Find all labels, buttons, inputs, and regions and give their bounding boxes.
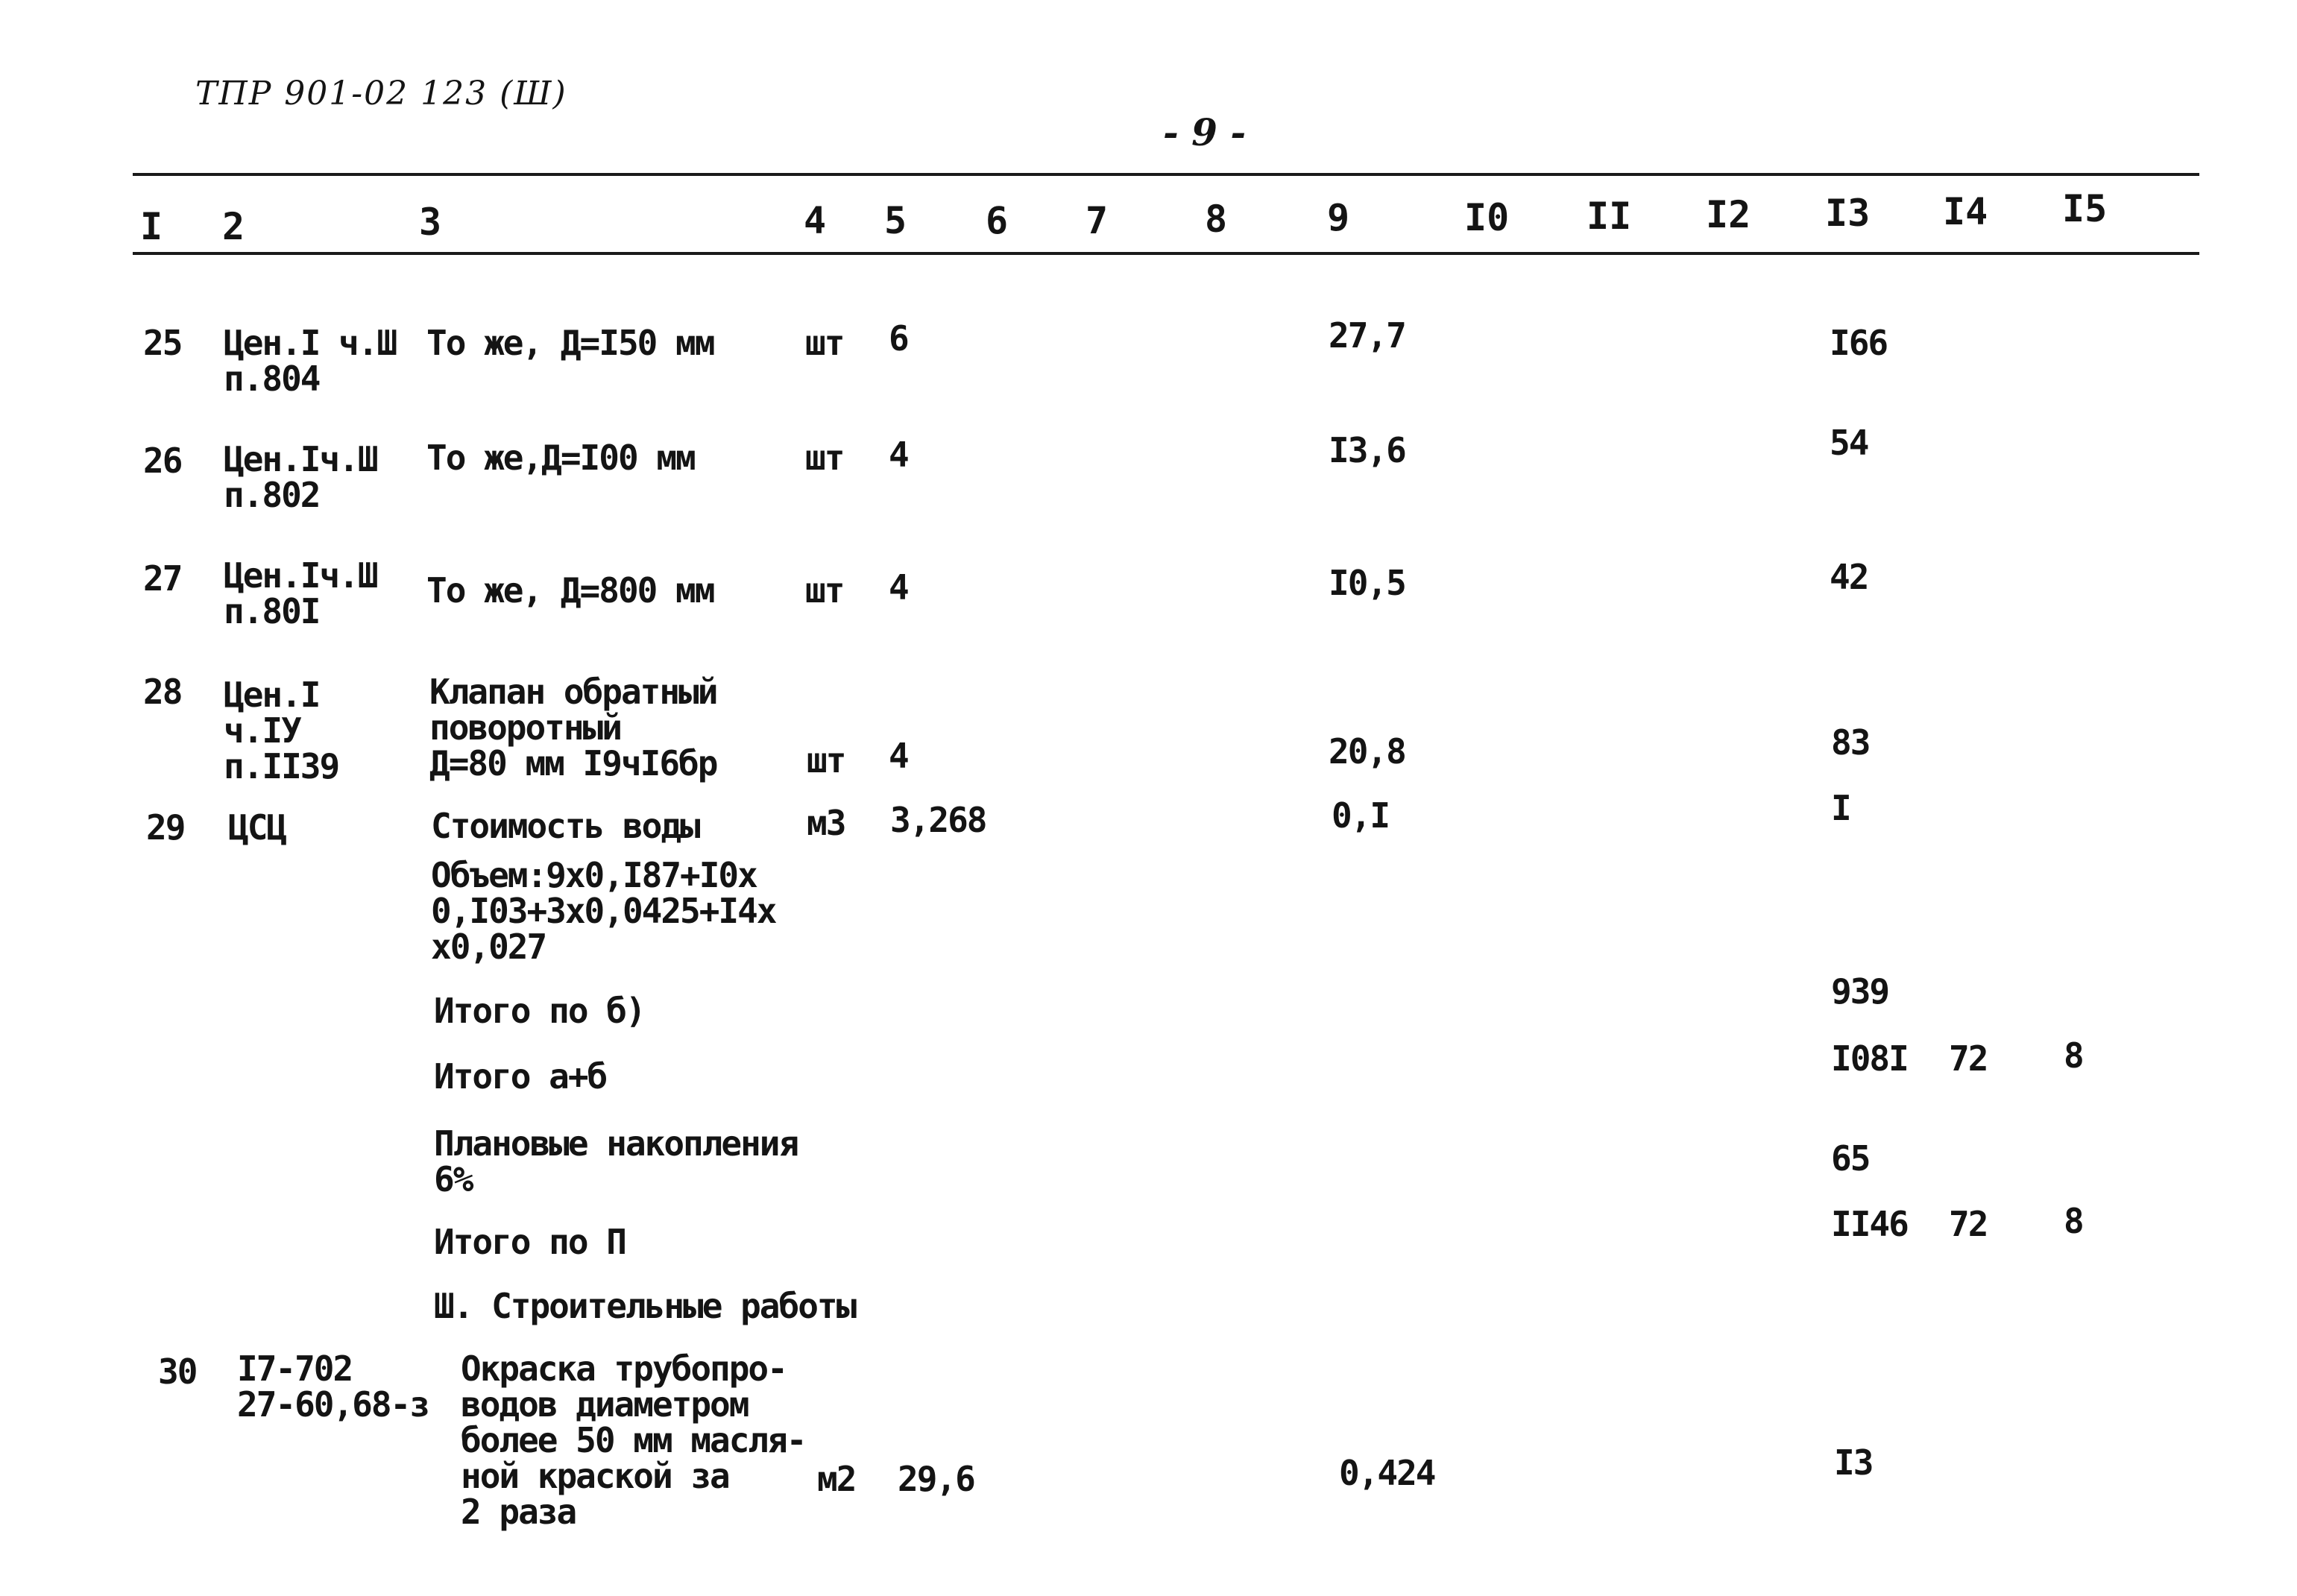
total-col13: 65 xyxy=(1831,1138,1870,1179)
row-total-cost: I3 xyxy=(1834,1442,1873,1483)
row-unit-cost: 0,424 xyxy=(1339,1453,1435,1493)
row-description: Стоимость воды xyxy=(431,806,699,846)
row-quantity: 4 xyxy=(889,567,908,608)
row-total-cost: I xyxy=(1831,788,1850,828)
row-total-cost: 54 xyxy=(1830,423,1868,463)
section-title: Ш. Строительные работы xyxy=(434,1286,856,1326)
col-header-5: 5 xyxy=(884,199,907,242)
row-number: 27 xyxy=(143,558,182,599)
total-col14: 72 xyxy=(1949,1204,1988,1244)
row-reference: Цен.Iч.Ш п.802 xyxy=(224,439,377,515)
total-col13: II46 xyxy=(1831,1204,1908,1244)
row-unit: шт xyxy=(805,438,844,478)
row-quantity: 4 xyxy=(889,435,908,475)
col-header-8: 8 xyxy=(1205,198,1228,241)
row-unit: шт xyxy=(807,740,845,780)
col-header-11: II xyxy=(1587,195,1632,238)
col-header-12: I2 xyxy=(1706,193,1751,236)
col-header-7: 7 xyxy=(1086,199,1109,242)
total-label: Итого по б) xyxy=(434,991,645,1031)
row-unit: шт xyxy=(805,570,844,611)
col-header-14: I4 xyxy=(1943,190,1988,233)
col-header-13: I3 xyxy=(1825,192,1871,235)
row-quantity: 29,6 xyxy=(898,1459,974,1499)
row-total-cost: I66 xyxy=(1830,323,1888,363)
row-number: 30 xyxy=(158,1351,197,1392)
col-header-9: 9 xyxy=(1327,196,1350,239)
row-description: То же, Д=I50 мм xyxy=(426,323,714,363)
row-number: 25 xyxy=(143,323,182,363)
total-col15: 8 xyxy=(2064,1201,2083,1241)
row-quantity: 3,268 xyxy=(890,800,986,840)
row-reference: I7-702 27-60,68-з xyxy=(237,1349,429,1425)
row-reference: Цен.I ч.IУ п.II39 xyxy=(224,675,339,786)
row-unit: м2 xyxy=(817,1459,856,1499)
row-quantity: 6 xyxy=(889,318,908,359)
row-unit-cost: I3,6 xyxy=(1329,430,1405,470)
col-header-2: 2 xyxy=(222,205,245,248)
row-unit-cost: I0,5 xyxy=(1329,563,1405,603)
row-number: 29 xyxy=(146,807,185,848)
row-unit: м3 xyxy=(807,803,845,843)
row-number: 26 xyxy=(143,441,182,481)
col-header-3: 3 xyxy=(419,201,442,244)
header-bottom-rule xyxy=(133,252,2199,255)
row-description: Клапан обратный поворотный Д=80 мм I9чI6бр xyxy=(429,672,717,783)
total-label: Итого а+б xyxy=(434,1056,607,1097)
total-col14: 72 xyxy=(1949,1038,1988,1079)
total-col13: 939 xyxy=(1831,971,1889,1012)
page-number: - 9 - xyxy=(1163,110,1247,154)
total-col13: I08I xyxy=(1831,1038,1908,1079)
row-unit: шт xyxy=(805,323,844,363)
total-col15: 8 xyxy=(2064,1035,2083,1076)
row-description: То же,Д=I00 мм xyxy=(426,438,695,478)
col-header-6: 6 xyxy=(986,199,1009,242)
row-unit-cost: 20,8 xyxy=(1329,731,1405,772)
row-reference: Цен.Iч.Ш п.80I xyxy=(224,555,377,631)
row-unit-cost: 0,I xyxy=(1332,795,1390,836)
col-header-4: 4 xyxy=(804,199,827,242)
volume-note: Объем:9х0,I87+I0х 0,I03+3х0,0425+I4х х0,027 xyxy=(431,855,776,967)
col-header-1: I xyxy=(140,205,163,248)
row-reference: ЦСЦ xyxy=(228,807,286,848)
row-number: 28 xyxy=(143,672,182,712)
row-quantity: 4 xyxy=(889,736,908,776)
col-header-10: I0 xyxy=(1464,196,1510,239)
row-total-cost: 83 xyxy=(1831,722,1870,763)
header-top-rule xyxy=(133,173,2199,176)
col-header-15: I5 xyxy=(2062,187,2108,230)
total-label: Плановые накопления 6% xyxy=(434,1123,798,1199)
document-code: ТПР 901-02 123 (Ш) xyxy=(195,75,567,113)
row-unit-cost: 27,7 xyxy=(1329,315,1405,356)
row-reference: Цен.I ч.Ш п.804 xyxy=(224,323,397,399)
row-description: Окраска трубопро- водов диаметром более 50 мм масля- ной краской за 2 раза xyxy=(461,1349,806,1532)
row-total-cost: 42 xyxy=(1830,557,1868,597)
total-label: Итого по П xyxy=(434,1222,626,1262)
row-description: То же, Д=800 мм xyxy=(426,570,714,611)
